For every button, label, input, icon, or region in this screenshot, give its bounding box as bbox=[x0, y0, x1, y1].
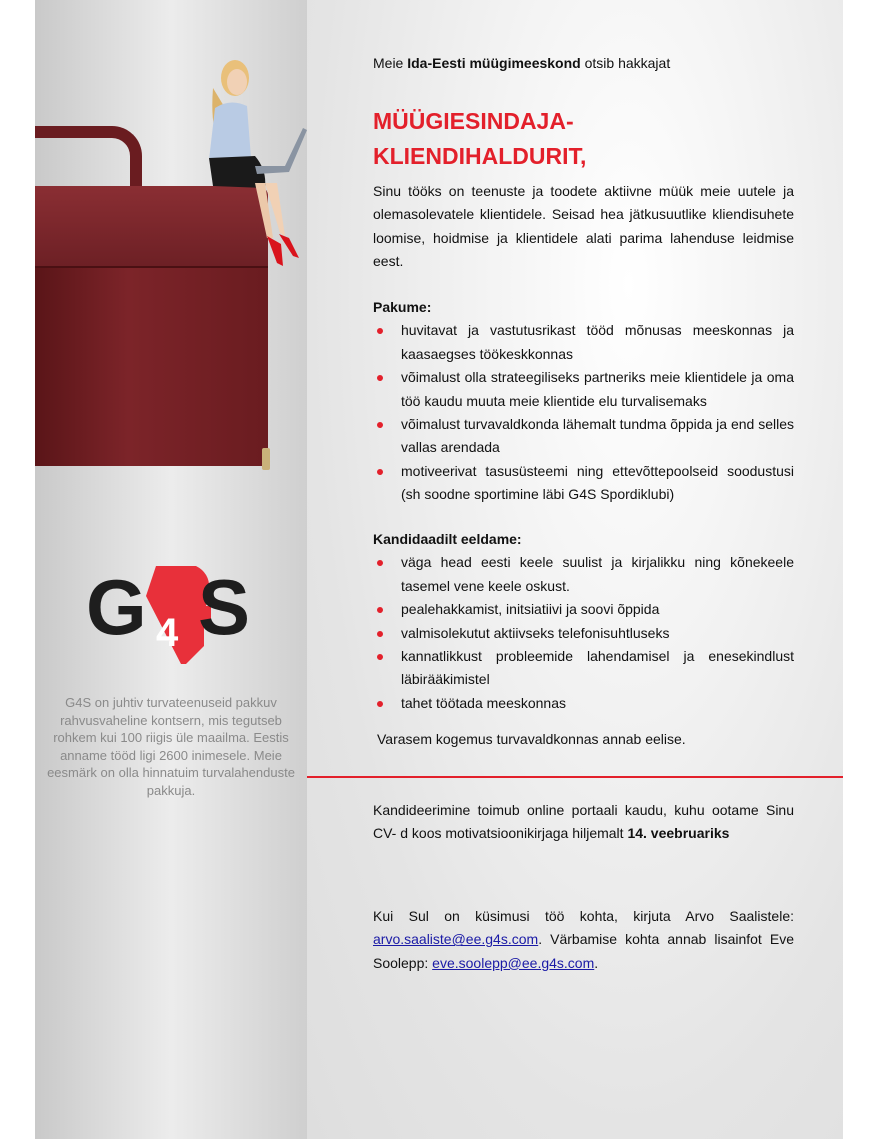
list-item bbox=[373, 692, 794, 715]
list-item-text: kannatlikkust probleemide lahendamisel ja enesekindlust läbirääkimistel bbox=[401, 648, 794, 688]
list-item bbox=[373, 366, 794, 413]
job-title bbox=[373, 104, 586, 174]
bullet-icon bbox=[377, 560, 383, 566]
job-title-line1: MÜÜGIESINDAJA- bbox=[373, 108, 574, 134]
list-item-text: võimalust turvavaldkonda lähemalt tundma õppida ja end selles vallas arendada bbox=[401, 416, 795, 456]
offer-heading: Pakume: bbox=[373, 299, 432, 315]
list-item bbox=[373, 460, 794, 507]
bullet-icon bbox=[377, 469, 383, 475]
list-item-text: väga head eesti keele suulist ja kirjalikku ning kõnekeele tasemel vene keele oskust. bbox=[401, 554, 794, 594]
offer-list bbox=[373, 319, 794, 506]
job-title-line2: KLIENDIHALDURIT, bbox=[373, 143, 587, 169]
contact-info bbox=[373, 905, 794, 975]
intro-pre: Meie bbox=[373, 55, 408, 71]
list-item bbox=[373, 413, 794, 460]
bullet-icon bbox=[377, 701, 383, 707]
list-item bbox=[373, 551, 794, 598]
list-item bbox=[373, 598, 794, 621]
woman-figure bbox=[185, 48, 325, 273]
list-item-text: huvitavat ja vastutusrikast tööd mõnusas meeskonnas ja kaasaegses töökeskkonnas bbox=[401, 322, 794, 362]
list-item bbox=[373, 319, 794, 366]
advantage-note: Varasem kogemus turvavaldkonnas annab eelise. bbox=[377, 731, 686, 747]
briefcase-corner bbox=[262, 448, 270, 470]
intro-line bbox=[373, 52, 794, 75]
divider bbox=[307, 776, 843, 778]
requirements-heading: Kandidaadilt eeldame: bbox=[373, 531, 522, 547]
job-description: Sinu tööks on teenuste ja toodete aktiivne müük meie uutele ja olemasolevatele klientidele. Seisad hea jätkusuutlike kliendisuhete loomise, hoidmise ja klientidele alati parima lahenduse leidmise eest. bbox=[373, 183, 794, 270]
bullet-icon bbox=[377, 654, 383, 660]
intro-post: otsib hakkajat bbox=[580, 55, 671, 71]
apply-text: Kandideerimine toimub online portaali kaudu, kuhu ootame Sinu CV- d koos motivatsioonikirjaga hiljemalt bbox=[373, 802, 794, 842]
bullet-icon bbox=[377, 631, 383, 637]
bullet-icon bbox=[377, 422, 383, 428]
apply-info bbox=[373, 799, 794, 846]
svg-text:S: S bbox=[198, 566, 251, 651]
list-item-text: tahet töötada meeskonnas bbox=[401, 694, 567, 711]
list-item-text: pealehakkamist, initsiatiivi ja soovi õppida bbox=[401, 601, 660, 618]
requirements-section bbox=[373, 528, 794, 715]
svg-text:4: 4 bbox=[156, 611, 179, 655]
g4s-logo bbox=[86, 566, 252, 664]
bullet-icon bbox=[377, 375, 383, 381]
contact-post: . bbox=[594, 954, 599, 971]
list-item bbox=[373, 622, 794, 645]
offer-section bbox=[373, 296, 794, 507]
intro-team: Ida-Eesti müügimeeskond bbox=[407, 55, 581, 71]
company-about: G4S on juhtiv turvateenuseid pakkuv rahvusvaheline kontsern, mis tegutseb rohkem kui 100 riigis üle maailma. Eestis anname tööd ligi 2600 inimesele. Meie eesmärk on olla hinnatuim turvalahenduste pakkuja. bbox=[47, 695, 295, 798]
briefcase-handle bbox=[35, 126, 142, 188]
contact-pre: Kui Sul on küsimusi töö kohta, kirjuta Arvo Saalistele: bbox=[373, 908, 794, 924]
bullet-icon bbox=[377, 328, 383, 334]
svg-text:G: G bbox=[86, 566, 143, 651]
list-item-text: valmisolekutut aktiivseks telefonisuhtluseks bbox=[401, 624, 670, 641]
requirements-list bbox=[373, 551, 794, 715]
list-item bbox=[373, 645, 794, 692]
email-link-eve[interactable]: eve.soolepp@ee.g4s.com bbox=[432, 954, 595, 971]
contact-mid: . Värbamise kohta annab lisainfot Eve Soolepp: bbox=[373, 931, 794, 971]
apply-deadline: 14. veebruariks bbox=[627, 825, 730, 842]
bullet-icon bbox=[377, 607, 383, 613]
email-link-arvo[interactable]: arvo.saaliste@ee.g4s.com bbox=[373, 931, 539, 948]
list-item-text: võimalust olla strateegiliseks partneriks meie klientidele ja oma töö kaudu muuta meie klientide elu turvalisemaks bbox=[401, 369, 794, 409]
list-item-text: motiveerivat tasusüsteemi ning ettevõttepoolseid soodustusi (sh soodne sportimine läbi G4S Spordiklubi) bbox=[401, 462, 794, 503]
